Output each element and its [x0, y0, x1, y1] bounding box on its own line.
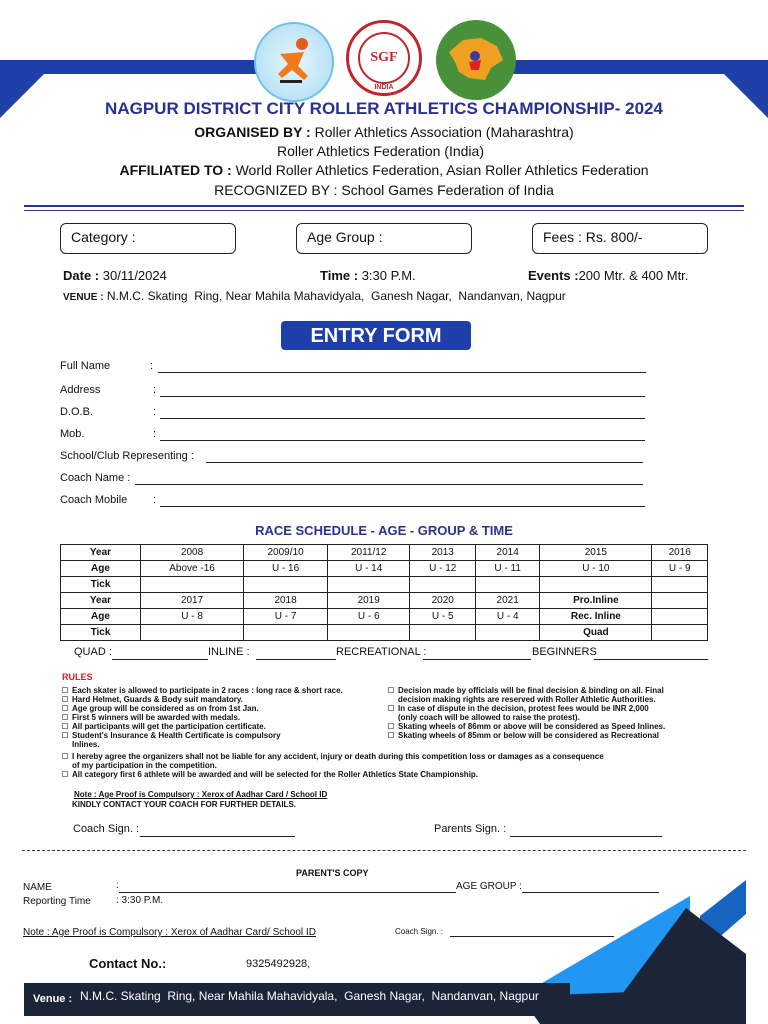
schedule-cell: Rec. Inline	[540, 609, 652, 625]
age-group-box[interactable]: Age Group :	[296, 223, 472, 254]
recreational-label: RECREATIONAL :	[336, 646, 427, 658]
checkbox-icon[interactable]	[62, 687, 68, 693]
coach-mobile-label: Coach Mobile	[60, 494, 128, 506]
checkbox-icon[interactable]	[62, 696, 68, 702]
date-value: 30/11/2024	[102, 268, 167, 283]
schedule-cell[interactable]	[141, 625, 244, 641]
entry-form-title: ENTRY FORM	[281, 321, 471, 350]
venue-value: N.M.C. Skating Ring, Near Mahila Mahavidyala, Ganesh Nagar, Nandanvan, Nagpur	[106, 289, 566, 303]
pc-reporting-value: : 3:30 P.M.	[116, 895, 164, 906]
recognized-label: RECOGNIZED BY :	[214, 182, 338, 198]
rule-item: All category first 6 athlete will be awarded and will be selected for the Roller Athletics State Championship.	[62, 770, 712, 779]
coach-mobile-colon: :	[153, 494, 157, 506]
rule-item: Age group will be considered as on from 1st Jan.	[62, 704, 382, 713]
page-title: NAGPUR DISTRICT CITY ROLLER ATHLETICS CHAMPIONSHIP- 2024	[105, 99, 663, 118]
date-label: Date :	[63, 268, 100, 283]
rule-item: Skating wheels of 85mm or below will be considered as Recreational	[388, 731, 718, 740]
pc-contact-label: Contact No.:	[89, 956, 167, 971]
schedule-row	[61, 577, 708, 593]
checkbox-icon[interactable]	[62, 732, 68, 738]
skater-icon	[264, 32, 324, 92]
rules-right	[388, 686, 718, 740]
venue-bar	[24, 983, 570, 1016]
schedule-cell: U - 12	[410, 561, 476, 577]
organised-by-value: Roller Athletics Association (Maharashtra)	[314, 124, 574, 140]
schedule-cell	[652, 609, 708, 625]
dob-colon: :	[153, 406, 157, 418]
mob-input[interactable]	[160, 440, 645, 441]
dob-input[interactable]	[160, 418, 645, 419]
schedule-cell[interactable]	[328, 577, 410, 593]
rule-item: First 5 winners will be awarded with medals.	[62, 713, 382, 722]
rule-item: All participants will get the participation certificate.	[62, 722, 382, 731]
schedule-cell: 2017	[141, 593, 244, 609]
fees-box: Fees : Rs. 800/-	[532, 223, 708, 254]
schedule-row-header: Year	[61, 593, 141, 609]
quad-input[interactable]	[112, 659, 208, 660]
schedule-row	[61, 545, 708, 561]
schedule-cell[interactable]	[141, 577, 244, 593]
schedule-cell: U - 10	[540, 561, 652, 577]
category-box[interactable]: Category :	[60, 223, 236, 254]
schedule-cell[interactable]	[652, 577, 708, 593]
schedule-row-header: Tick	[61, 577, 141, 593]
rule-item: Skating wheels of 86mm or above will be considered as Speed Inlines.	[388, 722, 718, 731]
coach-mobile-input[interactable]	[160, 506, 645, 507]
schedule-cell: Quad	[540, 625, 652, 641]
venue-bar-label: Venue :	[33, 993, 73, 1005]
rules-declaration	[62, 752, 712, 779]
rule-item: Decision made by officials will be final decision & binding on all. Final	[388, 686, 718, 695]
header-divider-bottom	[24, 210, 744, 211]
beginners-label: BEGINNERS	[532, 646, 597, 658]
schedule-cell[interactable]	[476, 625, 540, 641]
events-value: 200 Mtr. & 400 Mtr.	[578, 268, 689, 283]
full-name-input[interactable]	[158, 372, 646, 373]
coach-name-label: Coach Name :	[60, 472, 131, 484]
venue-bar-value: N.M.C. Skating Ring, Near Mahila Mahavidyala, Ganesh Nagar, Nandanvan, Nagpur	[80, 989, 539, 1003]
roller-athletics-maharashtra-logo	[436, 20, 516, 100]
schedule-cell: Above -16	[141, 561, 244, 577]
quad-label: QUAD :	[74, 646, 112, 658]
checkbox-icon[interactable]	[388, 705, 394, 711]
schedule-row-header: Age	[61, 561, 141, 577]
schedule-cell: U - 8	[141, 609, 244, 625]
schedule-cell: 2008	[141, 545, 244, 561]
checkbox-icon[interactable]	[62, 753, 68, 759]
race-schedule-table	[60, 544, 708, 641]
full-name-colon: :	[150, 360, 154, 372]
checkbox-icon[interactable]	[62, 714, 68, 720]
events-info	[528, 268, 688, 283]
mob-colon: :	[153, 428, 157, 440]
schedule-cell: 2021	[476, 593, 540, 609]
rule-item: Each skater is allowed to participate in 2 races : long race & short race.	[62, 686, 382, 695]
schedule-row	[61, 625, 708, 641]
pc-name-colon: :	[116, 880, 119, 891]
dob-label: D.O.B.	[60, 406, 94, 418]
mob-label: Mob.	[60, 428, 85, 440]
schedule-row	[61, 609, 708, 625]
rule-item-cont: Inlines.	[72, 740, 100, 749]
recognized-value: School Games Federation of India	[341, 182, 554, 198]
parents-sign-label: Parents Sign. :	[434, 823, 507, 835]
rule-item: Hard Helmet, Guards & Body suit mandatory.	[62, 695, 382, 704]
race-schedule-title: RACE SCHEDULE - AGE - GROUP & TIME	[255, 523, 513, 538]
categories-line	[74, 646, 714, 664]
schedule-cell[interactable]	[410, 577, 476, 593]
sgf-logo-sub: INDIA	[374, 84, 394, 91]
schedule-cell: 2011/12	[328, 545, 410, 561]
schedule-cell: U - 9	[652, 561, 708, 577]
schedule-cell: 2013	[410, 545, 476, 561]
venue-label: VENUE :	[63, 292, 104, 303]
recognized-line	[0, 182, 768, 198]
beginners-input[interactable]	[594, 659, 708, 660]
coach-sign-input[interactable]	[140, 836, 295, 837]
school-label: School/Club Representing :	[60, 450, 194, 462]
time-info	[320, 268, 416, 283]
schedule-cell[interactable]	[476, 577, 540, 593]
inline-input[interactable]	[256, 659, 336, 660]
recreational-input[interactable]	[423, 659, 531, 660]
coach-sign-label: Coach Sign. :	[73, 823, 140, 835]
parents-sign-input[interactable]	[510, 836, 662, 837]
age-proof-note: Note : Age Proof is Compulsory : Xerox of Aadhar Card / School ID	[74, 790, 328, 799]
rule-item: Student's Insurance & Health Certificate is compulsory	[62, 731, 382, 740]
organised-by-label: ORGANISED BY :	[194, 124, 311, 140]
affiliated-value: World Roller Athletics Federation, Asian Roller Athletics Federation	[235, 162, 649, 178]
organised-by-line-2: Roller Athletics Federation (India)	[277, 143, 484, 159]
school-input[interactable]	[206, 462, 643, 463]
checkbox-icon[interactable]	[62, 771, 68, 777]
pc-coach-sign-label: Coach Sign. :	[395, 927, 444, 936]
schedule-cell: U - 16	[244, 561, 328, 577]
header-divider-top	[24, 205, 744, 207]
schedule-cell[interactable]	[328, 625, 410, 641]
checkbox-icon[interactable]	[388, 732, 394, 738]
schedule-cell[interactable]	[410, 625, 476, 641]
schedule-row	[61, 561, 708, 577]
schedule-row	[61, 593, 708, 609]
checkbox-icon[interactable]	[62, 723, 68, 729]
events-label: Events :	[528, 268, 579, 283]
address-label: Address	[60, 384, 101, 396]
checkbox-icon[interactable]	[388, 723, 394, 729]
rule-item-cont: (only coach will be allowed to raise the protest).	[398, 713, 580, 722]
rules-title: RULES	[62, 672, 93, 682]
parents-copy-title: PARENT'S COPY	[296, 868, 369, 878]
date-info	[63, 268, 167, 283]
roller-athletic-india-logo	[254, 22, 334, 102]
time-label: Time :	[320, 268, 359, 283]
address-colon: :	[153, 384, 157, 396]
address-input[interactable]	[160, 396, 645, 397]
schedule-cell: U - 6	[328, 609, 410, 625]
schedule-cell: 2015	[540, 545, 652, 561]
schedule-cell: 2009/10	[244, 545, 328, 561]
schedule-cell: 2020	[410, 593, 476, 609]
schedule-row-header: Year	[61, 545, 141, 561]
time-value: 3:30 P.M.	[361, 268, 416, 283]
checkbox-icon[interactable]	[62, 705, 68, 711]
pc-age-group-label: AGE GROUP :	[456, 881, 522, 892]
contact-coach-note: KINDLY CONTACT YOUR COACH FOR FURTHER DETAILS.	[72, 800, 297, 809]
pc-age-proof-note: Note : Age Proof is Compulsory : Xerox of Aadhar Card/ School ID	[23, 927, 316, 938]
venue-info	[63, 289, 566, 303]
schedule-cell[interactable]	[540, 577, 652, 593]
schedule-cell[interactable]	[244, 625, 328, 641]
maharashtra-map-icon	[445, 32, 507, 88]
schedule-cell: 2018	[244, 593, 328, 609]
inline-label: INLINE :	[208, 646, 250, 658]
schedule-cell[interactable]	[652, 625, 708, 641]
schedule-row-header: Tick	[61, 625, 141, 641]
schedule-cell[interactable]	[244, 577, 328, 593]
organised-by-line-1	[0, 124, 768, 140]
pc-contact-value: 9325492928,	[246, 958, 311, 970]
rule-item: I hereby agree the organizers shall not be liable for any accident, injury or death during this competition loss or damages as a consequence	[62, 752, 712, 761]
schedule-cell: 2014	[476, 545, 540, 561]
sgf-logo	[346, 20, 422, 96]
schedule-cell: 2019	[328, 593, 410, 609]
schedule-cell: U - 7	[244, 609, 328, 625]
schedule-cell: U - 11	[476, 561, 540, 577]
affiliated-line	[0, 162, 768, 178]
rule-item-cont: of my participation in the competition.	[72, 761, 217, 770]
full-name-label: Full Name	[60, 360, 111, 372]
checkbox-icon[interactable]	[388, 687, 394, 693]
schedule-cell: 2016	[652, 545, 708, 561]
rule-item-cont: decision making rights are reserved with Roller Athletic Authorities.	[398, 695, 656, 704]
pc-reporting-label: Reporting Time	[23, 896, 91, 907]
schedule-cell	[652, 593, 708, 609]
rule-item: In case of dispute in the decision, protest fees would be INR 2,000	[388, 704, 718, 713]
rules-left	[62, 686, 382, 749]
coach-name-input[interactable]	[135, 484, 643, 485]
schedule-cell: U - 14	[328, 561, 410, 577]
pc-name-label: NAME	[23, 882, 52, 893]
schedule-cell: Pro.Inline	[540, 593, 652, 609]
affiliated-label: AFFILIATED TO :	[119, 162, 232, 178]
schedule-cell: U - 5	[410, 609, 476, 625]
schedule-row-header: Age	[61, 609, 141, 625]
sgf-logo-text: SGF	[370, 50, 398, 65]
schedule-cell: U - 4	[476, 609, 540, 625]
